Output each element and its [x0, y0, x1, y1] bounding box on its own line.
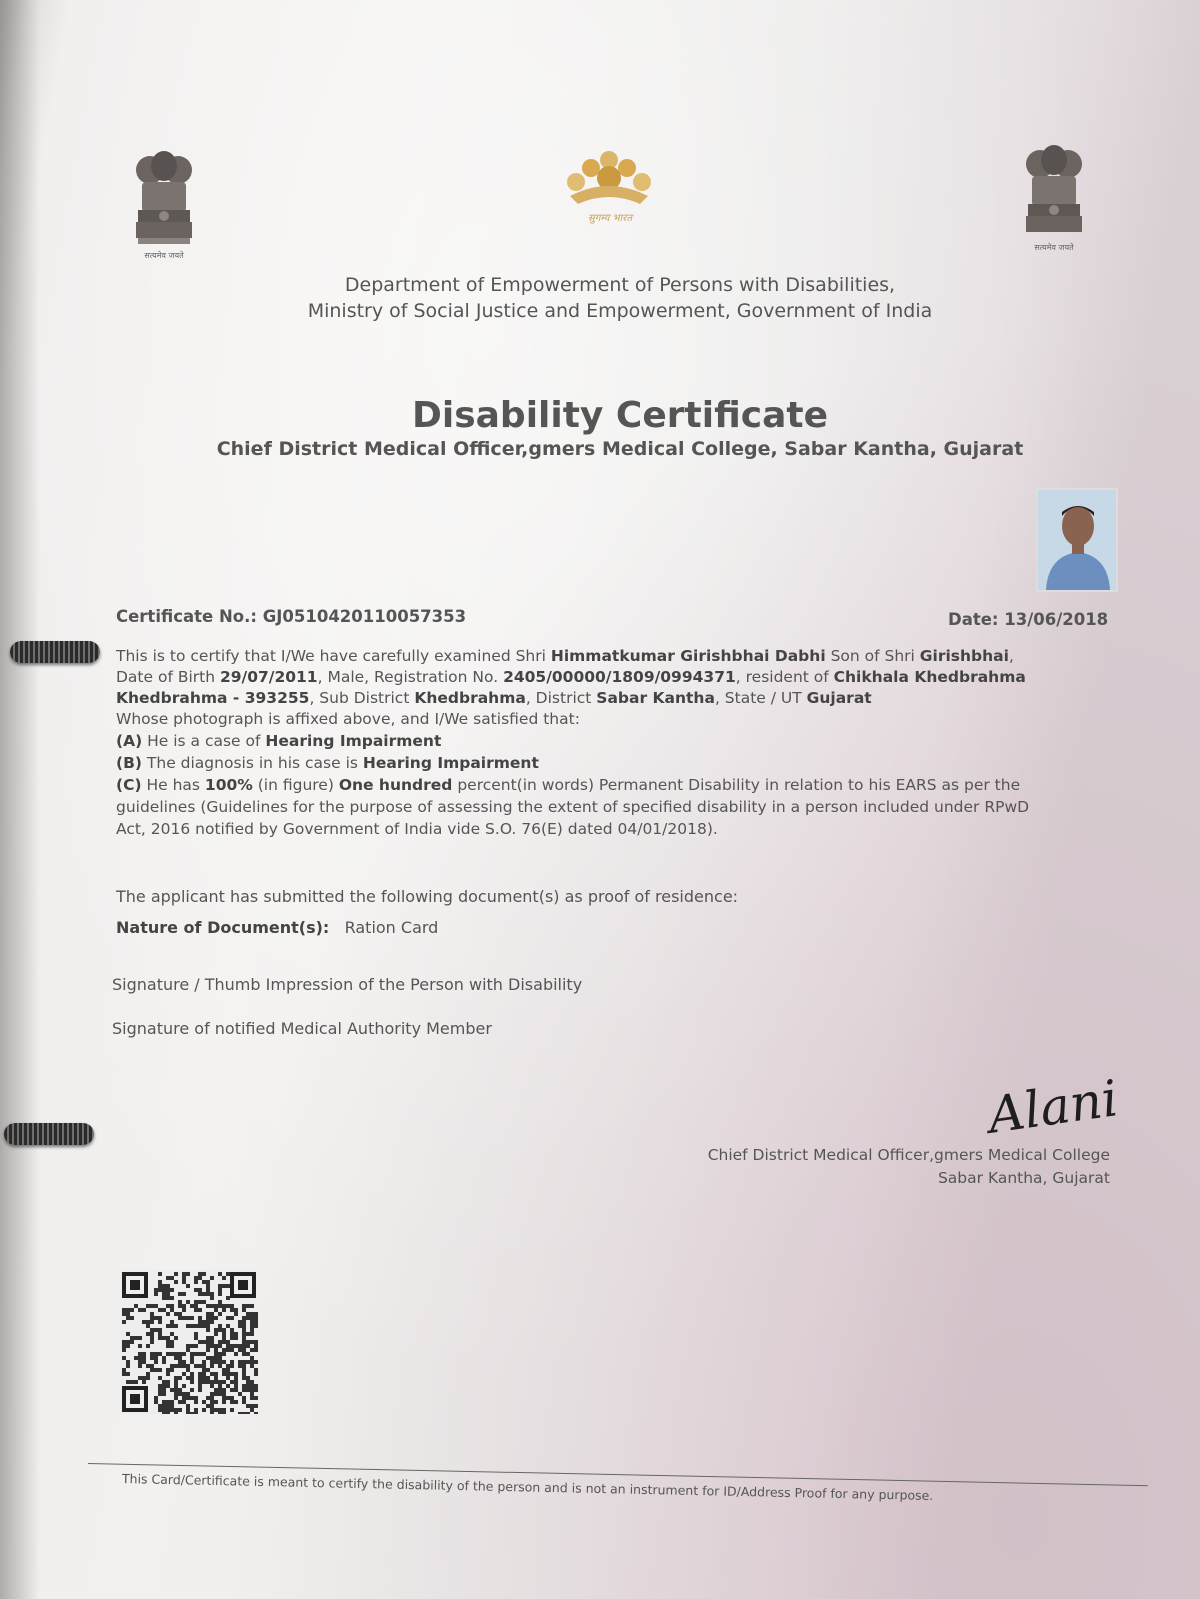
body-line: guidelines (Guidelines for the purpose of assessing the extent of specified disability in a person included under RPwD — [116, 798, 1030, 816]
father-name: Girishbhai — [919, 647, 1009, 665]
officer-block — [660, 1144, 1110, 1190]
text: He has — [141, 776, 205, 794]
clause-b — [116, 754, 539, 772]
residence-document — [116, 918, 438, 937]
body-line: Whose photograph is affixed above, and I/We satisfied that: — [116, 710, 580, 728]
accessible-india-emblem-icon — [556, 146, 662, 238]
sub-district: Khedbrahma — [414, 689, 526, 707]
text: , State / UT — [714, 689, 807, 707]
document-value: Ration Card — [344, 918, 439, 937]
issuer-line: Chief District Medical Officer,gmers Medical College, Sabar Kantha, Gujarat — [216, 438, 1024, 460]
body-line — [116, 668, 1026, 686]
qr-code — [120, 1270, 258, 1414]
department-line: Department of Empowerment of Persons with Disabilities, — [344, 274, 896, 296]
page-title: Disability Certificate — [411, 395, 829, 436]
emblem-caption: सत्यमेव जयते — [1034, 243, 1074, 252]
national-emblem-icon — [126, 148, 202, 266]
text: This is to certify that I/We have carefully examined Shri — [116, 647, 551, 665]
date-of-birth: 29/07/2011 — [219, 668, 318, 686]
certificate-date — [948, 610, 1108, 629]
ministry-line: Ministry of Social Justice and Empowerment, Government of India — [307, 300, 933, 322]
text: The diagnosis in his case is — [141, 754, 363, 772]
clause-label: (C) — [116, 776, 142, 794]
disability-percent-words: One hundred — [338, 776, 453, 794]
authority-signature-label: Signature of notified Medical Authority Member — [112, 1019, 492, 1038]
state: Gujarat — [806, 689, 872, 707]
clause-a — [116, 732, 441, 750]
text: Son of Shri — [825, 647, 920, 665]
officer-location: Sabar Kantha, Gujarat — [937, 1169, 1110, 1187]
resident-place-continued: Khedbrahma - 393255 — [116, 689, 310, 707]
date-label: Date: — [948, 610, 999, 629]
body-line — [116, 647, 1014, 665]
text: He is a case of — [142, 732, 266, 750]
clause-label: (A) — [116, 732, 143, 750]
certificate-number-label: Certificate No.: — [116, 607, 257, 626]
footer-note: This Card/Certificate is meant to certify the disability of the person and is not an instrument for ID/Address Proof for any purpose. — [121, 1471, 934, 1503]
text: , Sub District — [309, 689, 415, 707]
resident-place: Chikhala Khedbrahma — [833, 668, 1026, 686]
disability-percent: 100% — [204, 776, 253, 794]
person-name: Himmatkumar Girishbhai Dabhi — [550, 647, 826, 665]
text: Date of Birth — [116, 668, 220, 686]
applicant-photo — [1036, 488, 1118, 592]
text: , Male, Registration No. — [317, 668, 504, 686]
residence-intro: The applicant has submitted the following document(s) as proof of residence: — [116, 887, 739, 906]
disability-type: Hearing Impairment — [265, 732, 442, 750]
clause-c — [116, 776, 1020, 794]
text: , resident of — [735, 668, 834, 686]
binding-shadow — [0, 0, 40, 1599]
officer-title: Chief District Medical Officer,gmers Medical College — [707, 1146, 1110, 1164]
text: (in figure) — [252, 776, 339, 794]
date-value: 13/06/2018 — [1004, 610, 1109, 629]
binder-ring — [10, 641, 100, 663]
diagnosis: Hearing Impairment — [362, 754, 539, 772]
person-signature-label: Signature / Thumb Impression of the Person with Disability — [112, 975, 583, 994]
binder-ring — [4, 1123, 94, 1145]
body-line — [116, 689, 872, 707]
document-label: Nature of Document(s): — [116, 918, 330, 937]
district: Sabar Kantha — [596, 689, 715, 707]
certificate-number — [116, 607, 466, 626]
emblem-caption: सुगम्य भारत — [587, 213, 633, 224]
text: , — [1008, 647, 1014, 665]
officer-signature: Alani — [984, 1069, 1122, 1145]
clause-label: (B) — [116, 754, 142, 772]
national-emblem-icon — [1016, 142, 1092, 266]
emblem-caption: सत्यमेव जयते — [144, 251, 184, 260]
certificate-number-value: GJ0510420110057353 — [262, 607, 467, 626]
body-line: Act, 2016 notified by Government of India vide S.O. 76(E) dated 04/01/2018). — [116, 820, 718, 838]
text: , District — [525, 689, 597, 707]
registration-number: 2405/00000/1809/0994371 — [503, 668, 736, 686]
text: percent(in words) Permanent Disability in relation to his EARS as per the — [452, 776, 1021, 794]
